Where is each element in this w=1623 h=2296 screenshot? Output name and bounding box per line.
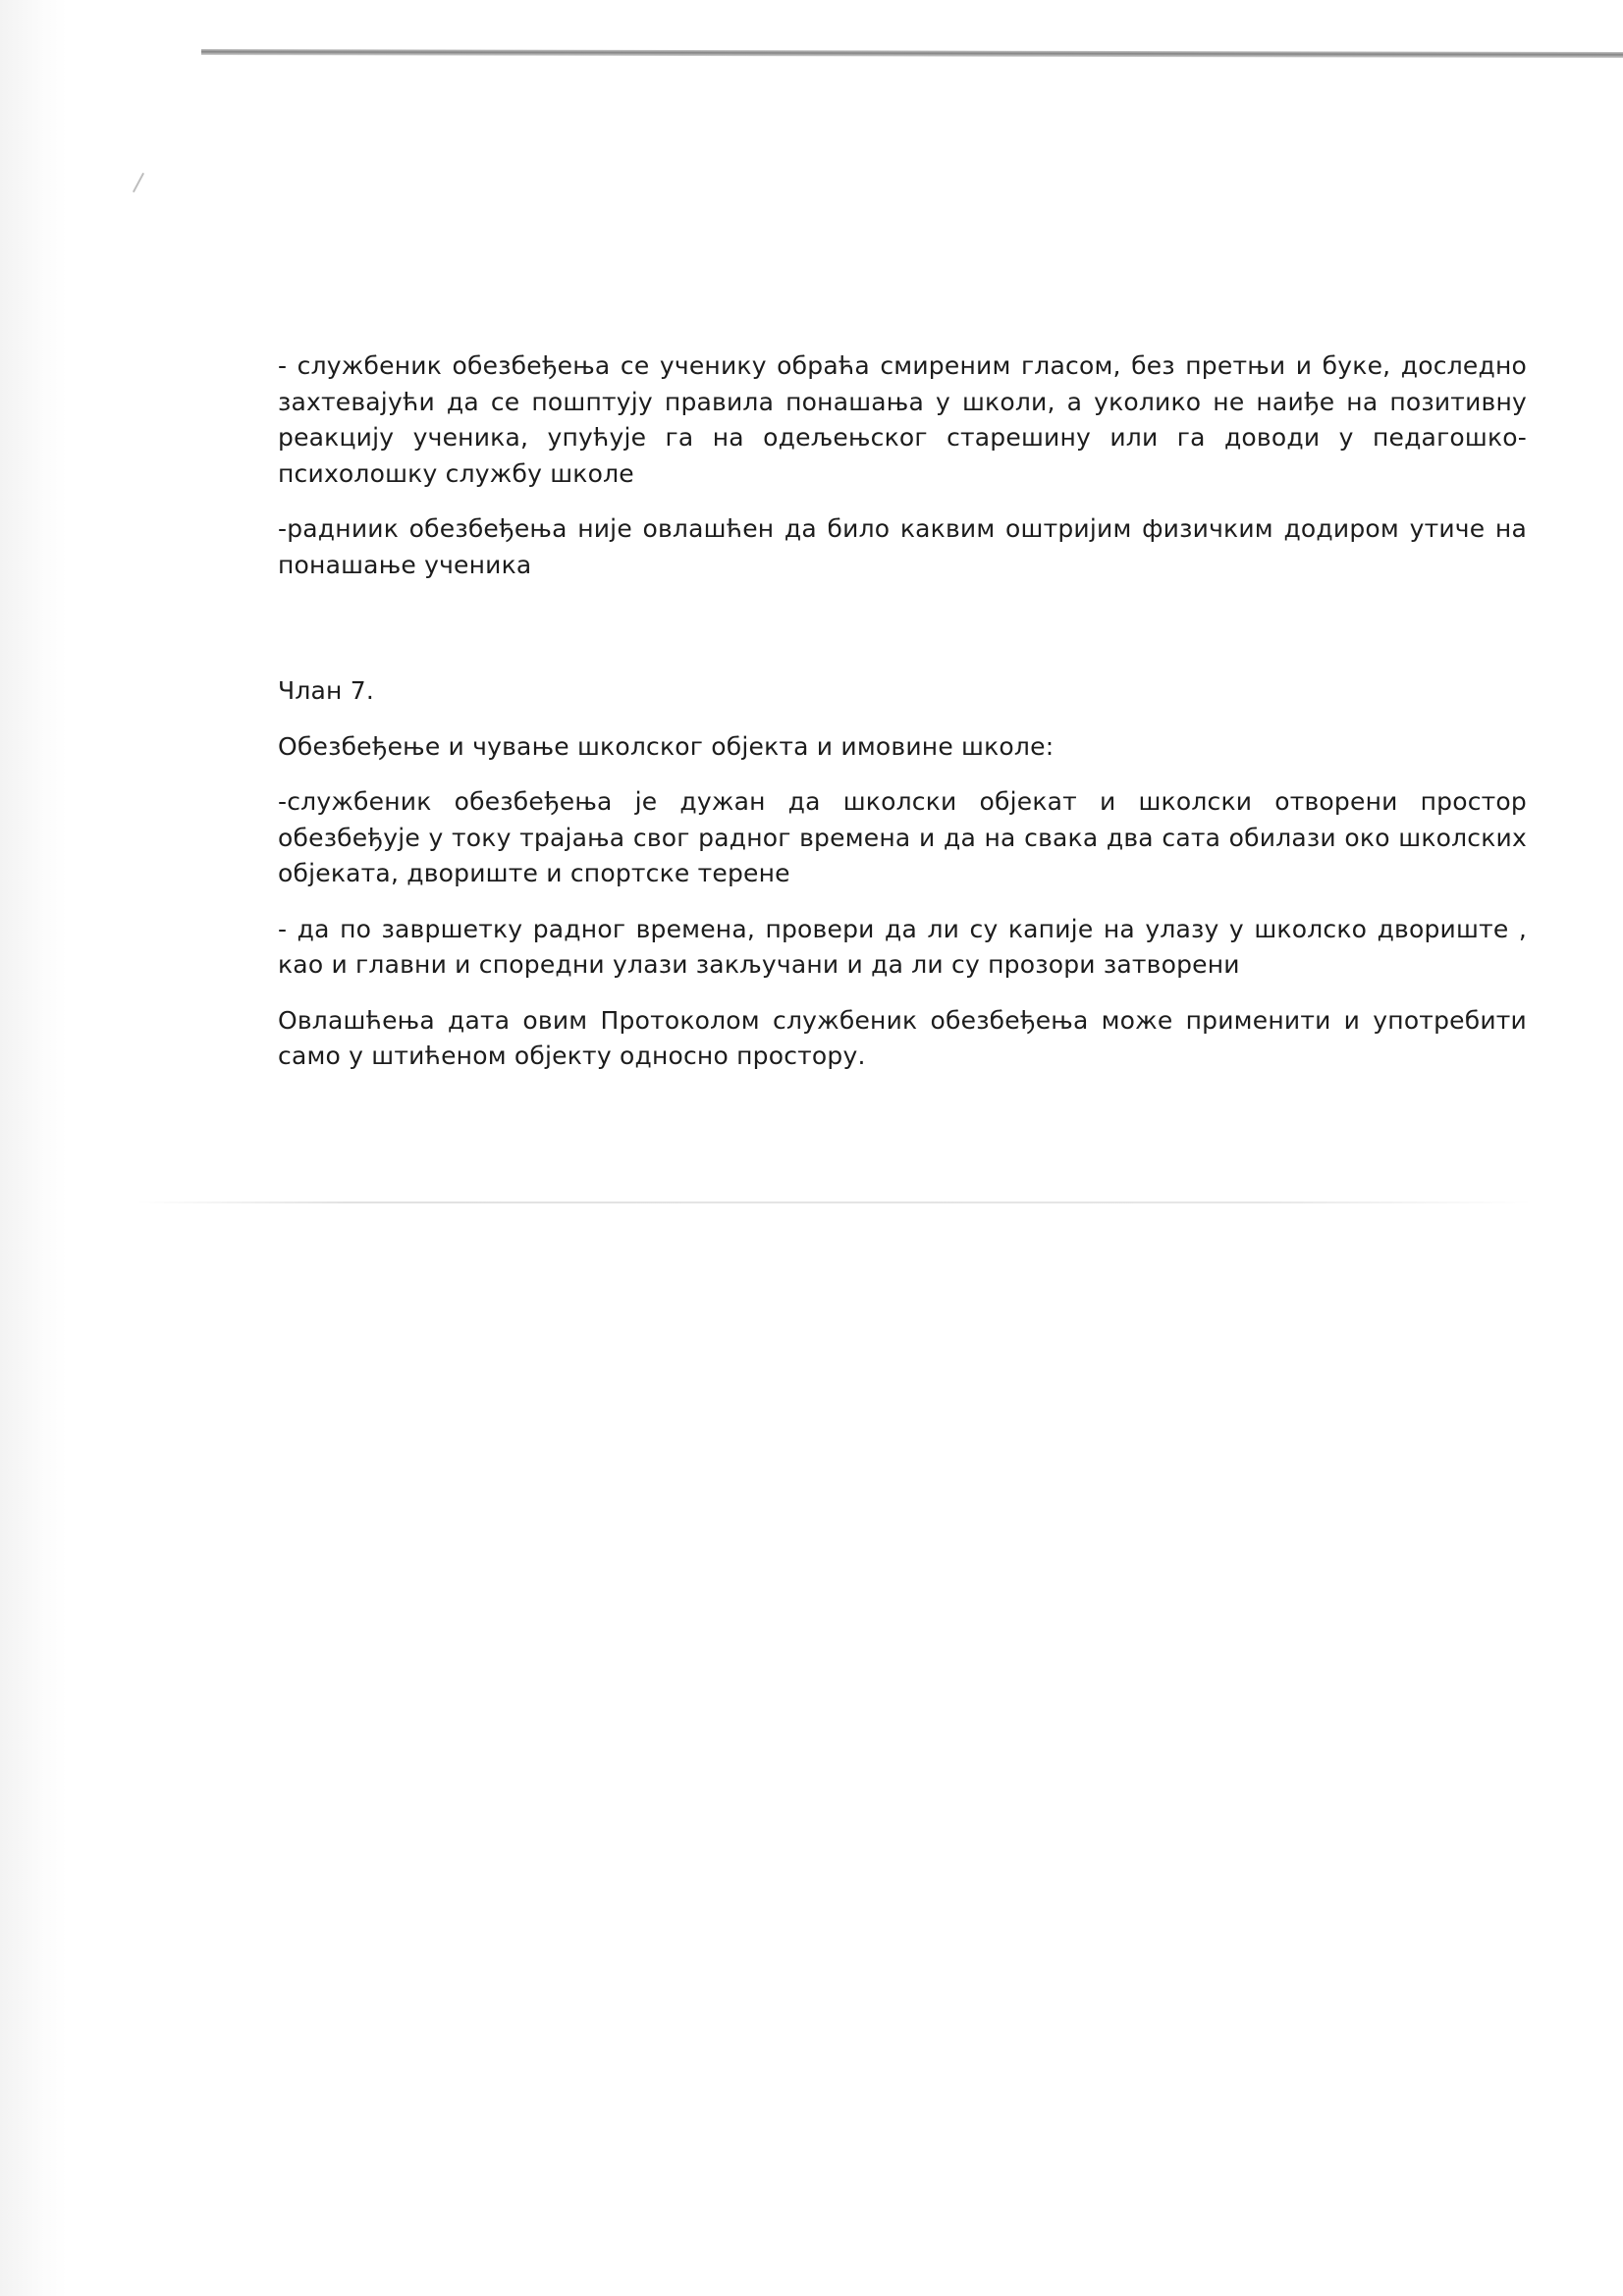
article-heading: Члан 7. <box>278 676 374 705</box>
spacer <box>278 765 1527 784</box>
spacer <box>278 583 1527 673</box>
scan-top-line <box>201 49 1623 58</box>
paragraph-physical-contact: -радниик обезбеђења није овлашћен да било каквим оштријим физичким додиром утиче на понашање ученика <box>278 514 1527 579</box>
fold-line <box>137 1201 1532 1203</box>
spacer <box>278 984 1527 1003</box>
spacer <box>278 492 1527 511</box>
paragraph-closing-check: - да по завршетку радног времена, провери да ли су капије на улазу у школско двориште , као и главни и споредни улази закључани и да ли су прозори затворени <box>278 914 1527 979</box>
scan-left-edge <box>0 0 67 2296</box>
paragraph-security-conduct: - службеник обезбеђења се ученику обраћа смиреним гласом, без претњи и буке, доследно захтевајући да се пошптују правила понашања у школи, а уколико не наиђе на позитивну реакцију ученика, упућује га на одељењског старешину или га доводи у педагошко-психолошку службу школе <box>278 351 1527 488</box>
scan-mark <box>133 173 144 192</box>
paragraph-patrol-duty: -службеник обезбеђења је дужан да школски објекат и школски отворени простор обезбеђује у току трајања свог радног времена и да на свака два сата обилази око школских објеката, двориште и спортске терене <box>278 787 1527 887</box>
paragraph-authority-scope: Овлашћења дата овим Протоколом службеник обезбеђења може применити и употребити само у штићеном објекту односно простору. <box>278 1005 1527 1070</box>
spacer <box>278 710 1527 729</box>
document-body <box>278 348 1527 1075</box>
spacer <box>278 892 1527 912</box>
section-intro: Обезбеђење и чување школског објекта и имовине школе: <box>278 731 1055 761</box>
